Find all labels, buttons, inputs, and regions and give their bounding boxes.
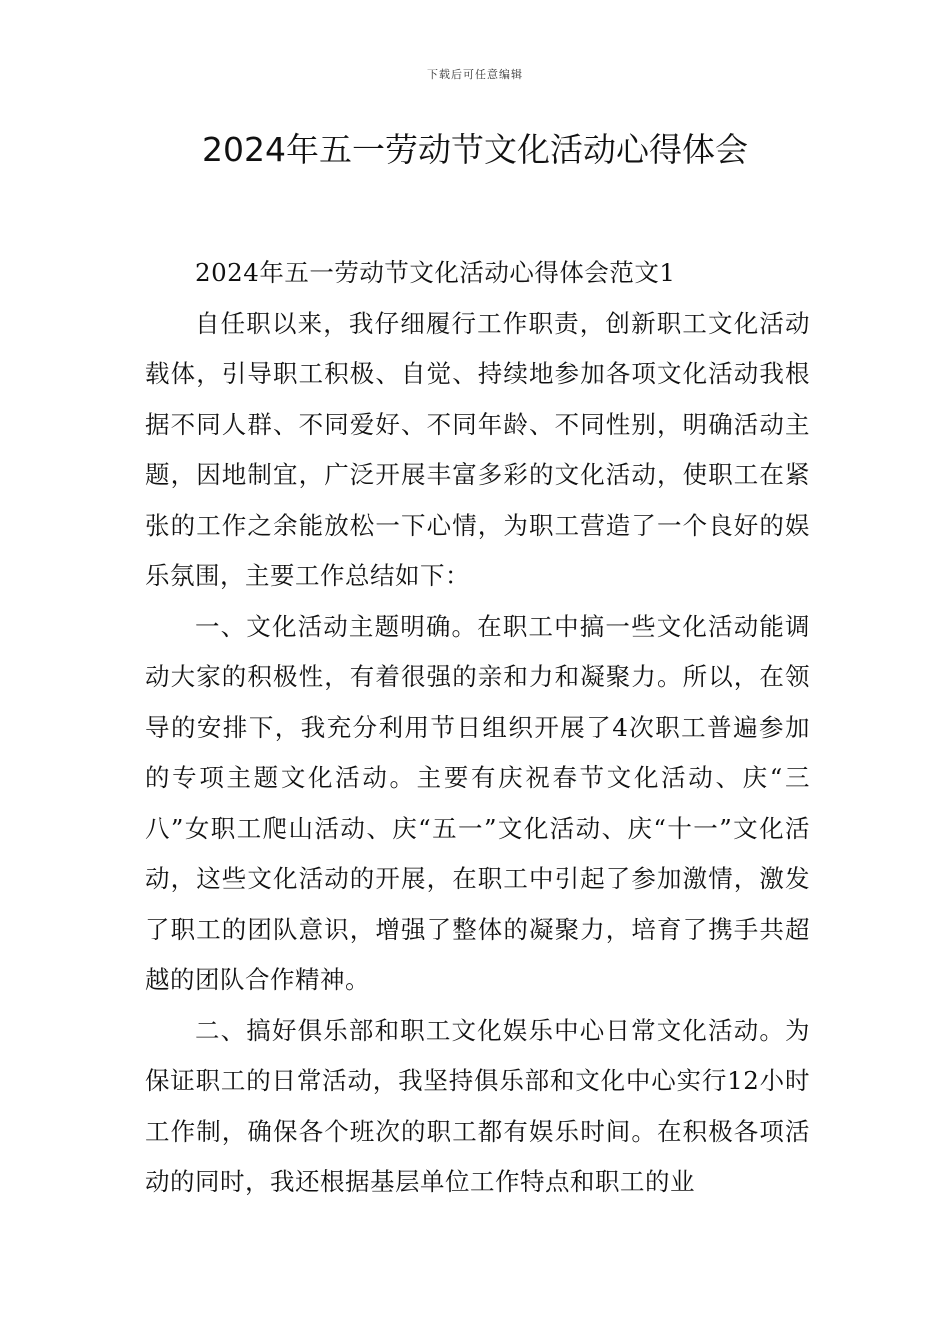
paragraph-section-one: 一、文化活动主题明确。在职工中搞一些文化活动能调动大家的积极性，有着很强的亲和力和凝聚力。所以，在领导的安排下，我充分利用节日组织开展了4次职工普遍参加的专项主题文化活动。主要有庆祝春节文化活动、庆“三八”女职工爬山活动、庆“五一”文化活动、庆“十一”文化活动，这些文化活动的开展，在职工中引起了参加激情，激发了职工的团队意识，增强了整体的凝聚力，培育了携手共超越的团队合作精神。 [145, 611, 810, 994]
document-body [145, 248, 810, 1208]
document-subtitle: 2024年五一劳动节文化活动心得体会范文1 [195, 258, 676, 287]
document-title: 2024年五一劳动节文化活动心得体会 [202, 130, 748, 169]
paragraph-section-two: 二、搞好俱乐部和职工文化娱乐中心日常文化活动。为保证职工的日常活动，我坚持俱乐部和文化中心实行12小时工作制，确保各个班次的职工都有娱乐时间。在积极各项活动的同时，我还根据基层单位工作特点和职工的业 [145, 1015, 810, 1196]
paragraph-intro: 自任职以来，我仔细履行工作职责，创新职工文化活动载体，引导职工积极、自觉、持续地参加各项文化活动我根据不同人群、不同爱好、不同年龄、不同性别，明确活动主题，因地制宜，广泛开展丰富多彩的文化活动，使职工在紧张的工作之余能放松一下心情，为职工营造了一个良好的娱乐氛围，主要工作总结如下： [145, 308, 810, 590]
header-note: 下载后可任意编辑 [427, 68, 523, 81]
